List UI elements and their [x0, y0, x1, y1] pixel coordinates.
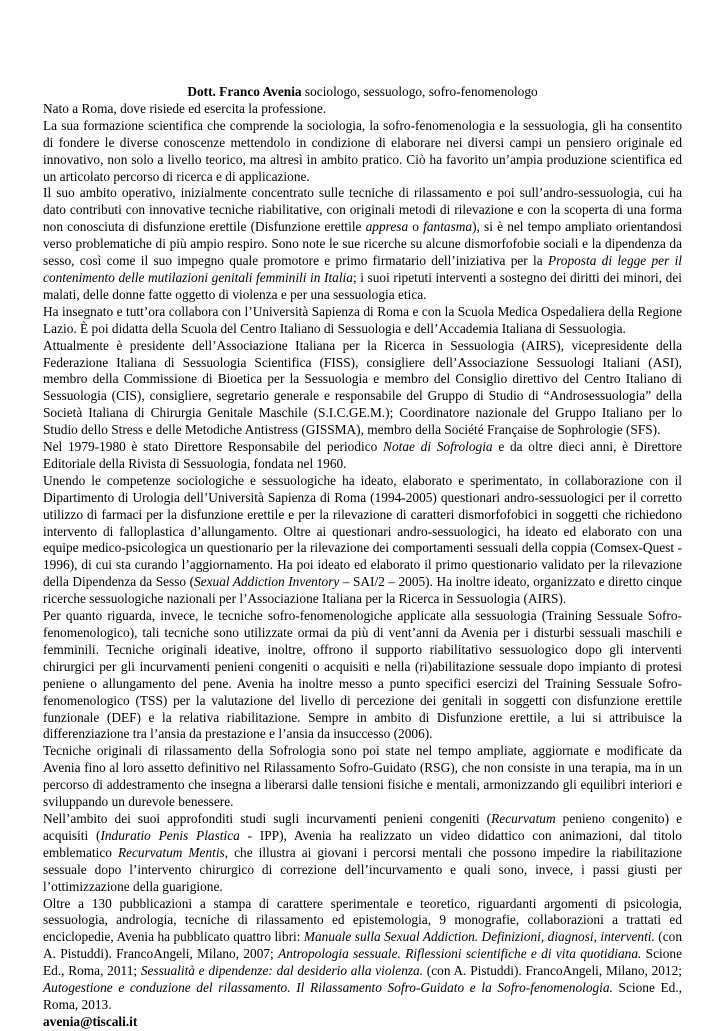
text-run: Nel 1979-1980 è stato Direttore Responsabile del periodico: [43, 439, 384, 455]
italic-text: Recurvatum Mentis: [117, 844, 225, 860]
paragraph: [43, 473, 682, 608]
italic-text: Sexual Addiction Inventory: [194, 574, 340, 590]
italic-text: Notae di Sofrologia: [383, 439, 493, 455]
text-run: Tecniche originali di rilassamento della Sofrologia sono poi state nel tempo ampliate, aggiornate e modificate da Avenia fino al loro assetto definitivo nel Rilassamento Sofro-Guidato (RSG), che non consiste in una terapia, ma in un percorso di addestramento che insegna a liberarsi dalle tensioni fisiche e mentali, armonizzando gli equilibri interiori e sviluppando un durevole benessere.: [43, 743, 682, 810]
text-run: Scione Ed., Roma, 2013.: [43, 980, 683, 1012]
text-run: Oltre a 130 pubblicazioni a stampa di carattere sperimentale e teoretico, riguardanti argomenti di psicologia, sessuologia, andrologia, tecniche di rilassamento ed epistemologia, 9 monografie, collaborazioni a trattati ed enciclopedie, Avenia ha pubblicato quattro libri:: [43, 895, 682, 945]
text-run: penieno congenito) e acquisiti (: [43, 810, 683, 843]
italic-text: Recurvatum: [491, 810, 556, 826]
text-run: Nato a Roma, dove risiede ed esercita la professione.: [43, 100, 327, 116]
text-run: Attualmente è presidente dell’Associazione Italiana per la Ricerca in Sessuologia (AIRS), vicepresidente della Federazione Italiana di Sessuologia Scientifica (FISS), consigliere dell’Associazione Sessuologi Italiani (ASI), membro della Commissione di Bioetica per la Sessuologia e membro del Consiglio direttivo del Centro Italiano di Sessuologia (CIS), consigliere, segretario generale e responsabile del Gruppo di Studio di “Androsessuologia” della Società Italiana di Chirurgia Genitale Maschile (S.I.C.GE.M.); Coordinatore nazionale del Gruppo Italiano per lo Studio dello Stress e delle Metodiche Antistress (GISSMA), membro della Société Française de Sophrologie (SFS).: [43, 337, 682, 438]
contact-email[interactable]: avenia@tiscali.it: [43, 1013, 138, 1029]
text-run: – SAI/2 – 2005). Ha inoltre ideato, organizzato e diretto cinque ricerche sessuologiche nazionali per l’Associazione Italiana per la Ricerca in Sessuologia (AIRS).: [43, 574, 682, 607]
text-run: ), si è nel tempo ampliato orientandosi verso problematiche di più ampio respiro. Sono note le sue ricerche su alcune dismorfofobie sociali e la dipendenza da sesso, così come il suo impegno quale promotore e primo firmatario dell’iniziativa per la: [43, 219, 683, 269]
document-body: [43, 101, 682, 1014]
text-run: , che illustra ai giovani i percorsi mentali che possono impedire la riabilitazione sessuale dopo l’intervento chirurgico di correzione dell’incurvamento e quali sono, invece, i passi giusti per l’ottimizzazione della guarigione.: [43, 844, 682, 894]
italic-text: appresa: [365, 219, 409, 235]
text-run: Per quanto riguarda, invece, le tecniche sofro-fenomenologiche applicate alla sessuologia (Training Sessuale Sofro-fenomenologico), tali tecniche sono utilizzate ormai da più di vent’anni da Avenia per i disturbi sessuali maschili e femminili. Tecniche originali ideative, inoltre, offrono il supporto riabilitativo sessuologico dopo gli interventi chirurgici per gli incurvamenti penieni congeniti o acquisiti e nella (ri)abilitazione sessuale dopo impianto di protesi peniene o allungamento del pene. Avenia ha inoltre messo a punto specifici esercizi del Training Sessuale Sofro-fenomenologico (TSS) per la valutazione del livello di percezione dei genitali in soggetti con disfunzione erettile funzionale (DEF) e la relativa riabilitazione. Sempre in ambito di Disfunzione erettile, a lui si attribuisce la differenziazione tra l’ansia da prestazione e l’ansia da insuccesso (2006).: [43, 608, 682, 742]
italic-text: Sessualità e dipendenze: dal desiderio alla violenza.: [140, 963, 424, 979]
text-run: ; i suoi ripetuti interventi a sostegno dei diritti dei minori, dei malati, delle donne fatte oggetto di violenza e per una sessuologia etica.: [43, 269, 682, 302]
italic-text: fantasma: [423, 219, 473, 235]
paragraph: [43, 118, 682, 186]
paragraph: [43, 811, 682, 896]
text-run: (con A. Pistuddi). FrancoAngeli, Milano, 2012;: [423, 963, 682, 979]
italic-text: Antropologia sessuale. Riflessioni scientifiche e di vita quotidiana.: [278, 946, 642, 962]
text-run: (con A. Pistuddi). FrancoAngeli, Milano, 2007;: [43, 929, 683, 962]
text-run: o: [408, 219, 424, 235]
text-run: Unendo le competenze sociologiche e sessuologiche ha ideato, elaborato e sperimentato, in collaborazione con il Dipartimento di Urologia dell’Università Sapienza di Roma (1994-2005) questionari andro-sessuologici per il corretto utilizzo di farmaci per la disfunzione erettile e per la rilevazione di caratteri dismorfofobici in soggetti che richiedono intervento di falloplastica d’allungamento. Oltre ai questionari andro-sessuologici, ha ideato ed elaborato con una equipe medico-psicologica un questionario per la rilevazione dei comportamenti sessuali della coppia (Comsex-Quest - 1996), di cui sta curando l’aggiornamento. Ha poi ideato ed elaborato il primo questionario validato per la rilevazione della Dipendenza da Sesso (: [43, 472, 682, 590]
italic-text: Manuale sulla Sexual Addiction. Definizioni, diagnosi, interventi.: [303, 929, 655, 945]
text-run: Nell’ambito dei suoi approfonditi studi sugli incurvamenti penieni congeniti (: [43, 810, 492, 826]
text-run: e da oltre dieci anni, è Direttore Editoriale della Rivista di Sessuologia, fondata nel 1960.: [43, 439, 682, 471]
paragraph: [43, 304, 682, 338]
author-role: sociologo, sessuologo, sofro-fenomenologo: [301, 84, 538, 99]
text-run: - IPP), Avenia ha realizzato un video didattico con animazioni, dal titolo emblematico: [43, 827, 682, 860]
text-run: La sua formazione scientifica che comprende la sociologia, la sofro-fenomenologia e la sessuologia, gli ha consentito di fondere le diverse conoscenze mettendolo in condizione di elaborare nei diversi campi un pensiero originale ed innovativo, non solo a livello teorico, ma altresì in ambito pratico. Ciò ha favorito un’ampia produzione scientifica ed un articolato percorso di ricerca e di applicazione.: [43, 117, 682, 184]
paragraph: [43, 439, 682, 473]
document-title: [43, 84, 682, 101]
paragraph: [43, 743, 682, 811]
italic-text: Autogestione e conduzione del rilassamento. Il Rilassamento Sofro-Guidato e la Sofro-fenomenologia.: [43, 980, 613, 996]
text-run: Ha insegnato e tutt’ora collabora con l’Università Sapienza di Roma e con la Scuola Medica Ospedaliera della Regione Lazio. È poi didatta della Scuola del Centro Italiano di Sessuologia e dell’Accademia Italiana di Sessuologia.: [43, 303, 682, 336]
paragraph: [43, 185, 682, 303]
text-run: Il suo ambito operativo, inizialmente concentrato sulle tecniche di rilassamento e poi sull’andro-sessuologia, cui ha dato contributi con innovative tecniche riabilitative, con originali metodi di rilevazione e con la scoperta di una forma non conosciuta di disfunzione erettile (Disfunzione erettile: [43, 185, 682, 235]
paragraph: [43, 101, 682, 118]
paragraph: [43, 338, 682, 439]
italic-text: Induratio Penis Plastica: [100, 827, 240, 843]
italic-text: Proposta di legge per il contenimento delle mutilazioni genitali femminili in Italia: [43, 253, 682, 285]
author-name: Dott. Franco Avenia: [187, 84, 302, 99]
paragraph: [43, 608, 682, 743]
paragraph: [43, 896, 682, 1014]
text-run: Scione Ed., Roma, 2011;: [43, 946, 682, 979]
